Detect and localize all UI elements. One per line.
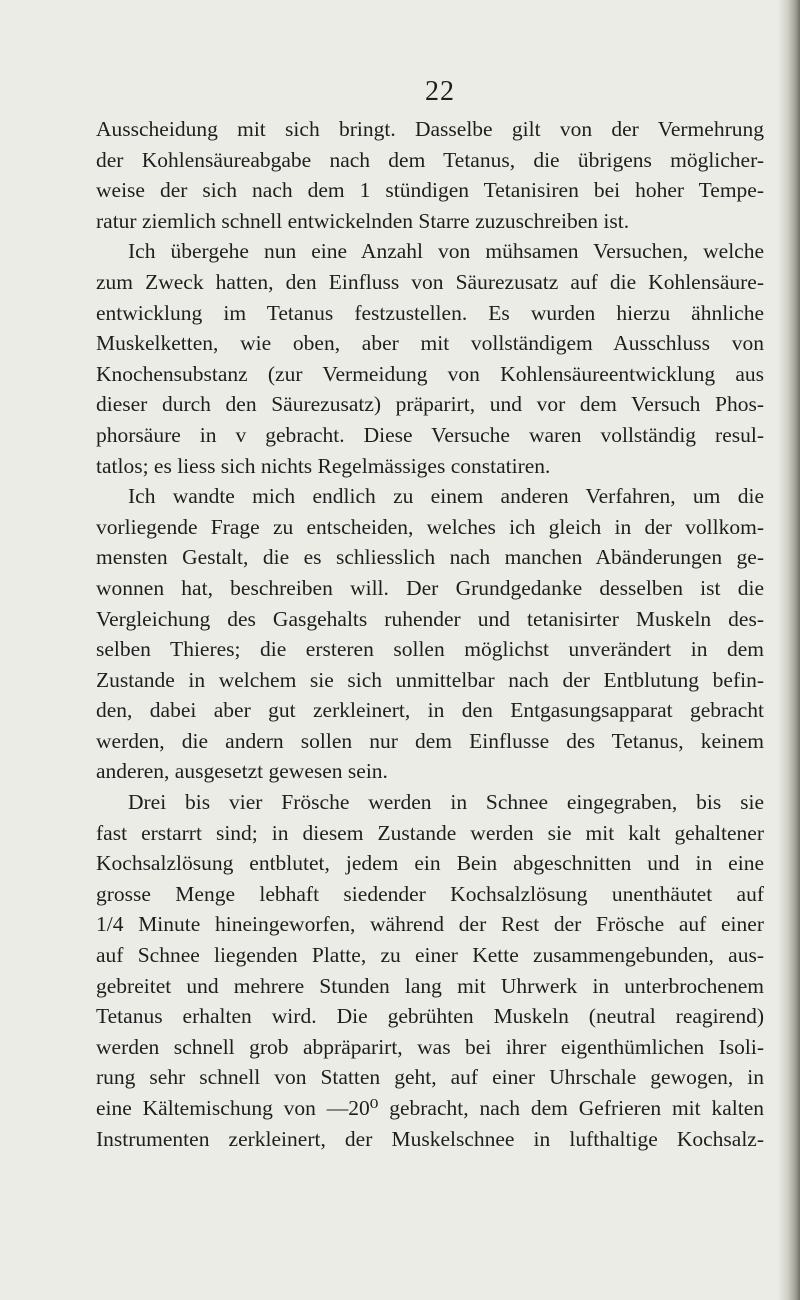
text-line: zum Zweck hatten, den Einfluss von Säurezusatz auf die Kohlensäure-: [96, 269, 764, 294]
text-line: entwicklung im Tetanus festzustellen. Es wurden hierzu ähnliche: [96, 300, 764, 325]
text-line: selben Thieres; die ersteren sollen möglichst unverändert in dem: [96, 637, 764, 662]
text-line: 1/4 Minute hineingeworfen, während der Rest der Frösche auf einer: [96, 912, 764, 937]
text-line: fast erstarrt sind; in diesem Zustande werden sie mit kalt gehaltener: [96, 820, 764, 845]
text-line: Ich übergehe nun eine Anzahl von mühsamen Versuchen, welche: [128, 239, 764, 264]
text-line: werden schnell grob abpräparirt, was bei ihrer eigenthümlichen Isoli-: [96, 1034, 764, 1059]
text-line: eine Kältemischung von —20⁰ gebracht, nach dem Gefrieren mit kalten: [96, 1096, 764, 1120]
body-text: [96, 114, 764, 1154]
text-line: dieser durch den Säurezusatz) präparirt, und vor dem Versuch Phos-: [96, 392, 764, 417]
text-line: Muskelketten, wie oben, aber mit vollständigem Ausschluss von: [96, 331, 764, 356]
page-number: 22: [425, 76, 455, 107]
text-line: rung sehr schnell von Statten geht, auf einer Uhrschale gewogen, in: [96, 1065, 764, 1090]
text-line: wonnen hat, beschreiben will. Der Grundgedanke desselben ist die: [96, 575, 764, 600]
text-line: grosse Menge lebhaft siedender Kochsalzlösung unenthäutet auf: [96, 881, 764, 906]
text-line: mensten Gestalt, die es schliesslich nach manchen Abänderungen ge-: [96, 545, 764, 570]
text-line: den, dabei aber gut zerkleinert, in den Entgasungsapparat gebracht: [96, 698, 764, 723]
text-line: Zustande in welchem sie sich unmittelbar nach der Entblutung befin-: [96, 667, 764, 692]
text-line: Ich wandte mich endlich zu einem anderen Verfahren, um die: [128, 484, 764, 509]
text-line: tatlos; es liess sich nichts Regelmässiges constatiren.: [96, 453, 551, 478]
text-line: werden, die andern sollen nur dem Einflusse des Tetanus, keinem: [96, 728, 764, 753]
text-line: Vergleichung des Gasgehalts ruhender und tetanisirter Muskeln des-: [96, 606, 764, 631]
text-line: ratur ziemlich schnell entwickelnden Starre zuzuschreiben ist.: [96, 208, 630, 233]
page-edge-shadow: [778, 0, 800, 1300]
text-line: gebreitet und mehrere Stunden lang mit Uhrwerk in unterbrochenem: [96, 973, 764, 998]
text-line: Instrumenten zerkleinert, der Muskelschnee in lufthaltige Kochsalz-: [96, 1126, 764, 1151]
text-line: anderen, ausgesetzt gewesen sein.: [96, 759, 388, 784]
text-line: vorliegende Frage zu entscheiden, welches ich gleich in der vollkom-: [96, 514, 764, 539]
text-line: Ausscheidung mit sich bringt. Dasselbe gilt von der Vermehrung: [96, 117, 764, 141]
text-line: auf Schnee liegenden Platte, zu einer Kette zusammengebunden, aus-: [96, 943, 764, 968]
text-line: phorsäure in v gebracht. Diese Versuche waren vollständig resul-: [96, 422, 764, 447]
text-line: Knochensubstanz (zur Vermeidung von Kohlensäureentwicklung aus: [96, 361, 764, 386]
text-line: weise der sich nach dem 1 stündigen Tetanisiren bei hoher Tempe-: [96, 178, 764, 203]
text-line: Tetanus erhalten wird. Die gebrühten Muskeln (neutral reagirend): [96, 1004, 764, 1029]
text-line: Kochsalzlösung entblutet, jedem ein Bein abgeschnitten und in eine: [96, 851, 764, 876]
text-line: der Kohlensäureabgabe nach dem Tetanus, die übrigens möglicher-: [96, 147, 764, 172]
text-line: Drei bis vier Frösche werden in Schnee eingegraben, bis sie: [128, 790, 764, 815]
